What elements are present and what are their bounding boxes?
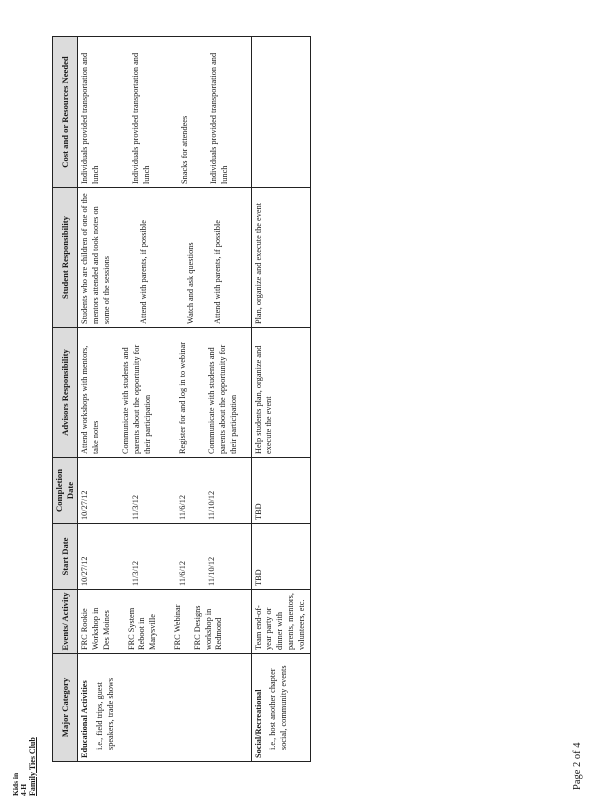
header-cost-resources: Cost and or Resources Needed [53,37,78,188]
cell-start-dates [78,524,251,590]
start-date: TBD [253,569,263,586]
table-header-row [53,37,78,762]
cell-start-dates [251,524,310,590]
category-subtitle: i.e., field trips, guest speakers, trade shows [95,677,115,750]
advisor-item: Communicate with students and parents about the opportunity for their participation [207,344,238,454]
header-major-category: Major Category [53,654,78,762]
student-item: Watch and ask questions [186,242,196,324]
start-date: 11/6/12 [178,560,188,586]
rotated-sheet [52,37,310,762]
student-item: Attend with parents, if possible [139,220,149,324]
cell-category [251,654,310,762]
student-item: Plan, organize and execute the event [253,202,263,324]
header-completion-date: Completion Date [53,458,78,524]
header-start-date: Start Date [53,524,78,590]
event-item: FRC System Reboot in Marysville [126,607,158,650]
header-advisors-responsibility: Advisors Responsibility [53,328,78,458]
event-item: FRC Rookie Workshop in Des Moines [80,607,111,650]
cell-students [251,188,310,328]
logo-line-2: 4-H [19,783,29,796]
cell-advisors [78,328,251,458]
completion-date: TBD [253,503,263,520]
cell-category [78,654,251,762]
header-student-responsibility: Student Responsibility [53,188,78,328]
category-subtitle: i.e., host another chapter social, community events [268,665,289,750]
advisor-item: Attend workshops with mentors, take notes [80,345,101,454]
event-item: FRC Designs workshop in Redmond [192,605,224,650]
event-item: Team end-of-year party or dinner with parents, mentors, volunteers, etc. [253,593,306,650]
activity-plan-table [52,36,311,762]
completion-date: 11/3/12 [131,494,141,520]
advisor-item: Help students plan, organize and execute the event [253,345,274,454]
advisor-item: Register for and log in to webinar [178,342,188,454]
cost-item: Individuals provided transportation and lunch [131,52,152,184]
start-date: 11/3/12 [131,560,141,586]
advisor-item: Communicate with students and parents about the opportunity for their participation [121,344,152,454]
cell-completion-dates [251,458,310,524]
student-item: Attend with parents, if possible [213,220,223,324]
completion-date: 11/10/12 [207,490,217,520]
student-item: Students who are children of one of the mentors attended and took notes on some of the sessions [80,193,111,324]
table-row-social [251,37,310,762]
cost-item: Individuals provided transportation and lunch [80,52,101,184]
cell-completion-dates [78,458,251,524]
cell-events [78,590,251,654]
cell-advisors [251,328,310,458]
cell-cost [251,37,310,188]
completion-date: 10/27/12 [80,490,90,520]
cost-item: Individuals provided transportation and lunch [209,52,230,184]
table-row-educational [78,37,251,762]
completion-date: 11/6/12 [178,494,188,520]
header-events-activity: Events/ Activity [53,590,78,654]
cell-students [78,188,251,328]
logo-title: Family Ties Club [27,737,37,796]
cell-events [251,590,310,654]
start-date: 10/27/12 [80,556,90,586]
event-item: FRC Webinar [173,604,183,650]
logo-line-1: Kids in [11,772,20,796]
category-title: Educational Activities [80,680,90,758]
cost-item: Snacks for attendees [180,115,190,184]
start-date: 11/10/12 [207,556,217,586]
cell-cost [78,37,251,188]
page-number: Page 2 of 4 [572,742,583,790]
category-title: Social/Recreational [253,689,263,758]
